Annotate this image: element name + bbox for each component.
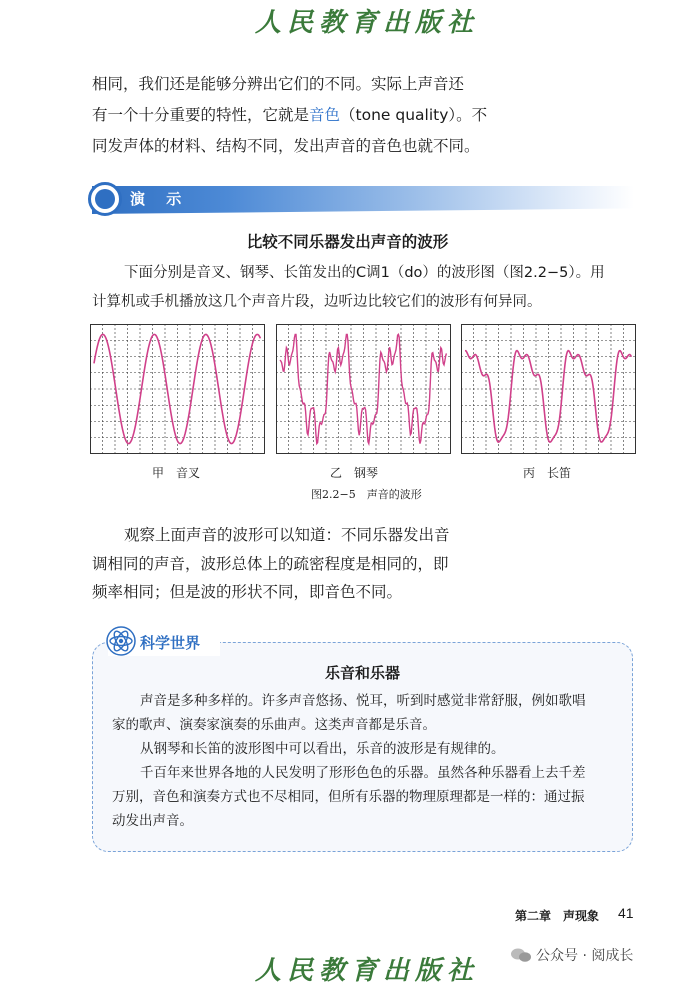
figure-caption: 图2.2−5 声音的波形: [311, 488, 422, 501]
page-number: 41: [618, 905, 634, 921]
intro-line-1: 相同，我们还是能够分辨出它们的不同。实际上声音还: [92, 75, 465, 93]
atom-icon: [106, 626, 136, 656]
demo-line-2: 计算机或手机播放这几个声音片段，边听边比较它们的波形有何异同。: [92, 294, 542, 310]
waveform-panel-tuning-fork: [90, 324, 265, 454]
intro-line-2-pre: 有一个十分重要的特性，它就是: [92, 106, 310, 124]
science-p2-line-1: 从钢琴和长笛的波形图中可以看出，乐音的波形是有规律的。: [140, 741, 505, 757]
science-title: 乐音和乐器: [324, 664, 400, 682]
publisher-header: 人民教育出版社: [255, 8, 480, 38]
intro-line-2-post: （tone quality）。不: [340, 106, 488, 124]
observe-line-3: 频率相同；但是波的形状不同，即音色不同。: [92, 583, 403, 601]
demo-label: 演 示: [130, 190, 190, 208]
observe-line-1: 观察上面声音的波形可以知道：不同乐器发出音: [124, 526, 450, 544]
observe-line-2: 调相同的声音，波形总体上的疏密程度是相同的，即: [92, 555, 449, 573]
panel-label-piano: 乙 钢琴: [330, 466, 379, 480]
panel-label-tuning-fork: 甲 音叉: [152, 466, 201, 480]
science-p1-line-1: 声音是多种多样的。许多声音悠扬、悦耳，听到时感觉非常舒服，例如歌唱: [140, 693, 586, 709]
speech-bubble-icon: [88, 182, 122, 216]
science-world-label: 科学世界: [140, 634, 201, 652]
waveform-panel-piano: [276, 324, 451, 454]
science-p1-line-2: 家的歌声、演奏家演奏的乐曲声。这类声音都是乐音。: [112, 717, 436, 733]
footer-chapter: 第二章 声现象: [515, 909, 600, 923]
panel-label-flute: 丙 长笛: [523, 466, 572, 480]
watermark-text: 公众号 · 阅成长: [536, 948, 634, 964]
waveform-panel-flute: [461, 324, 636, 454]
term-timbre: 音色: [309, 106, 341, 124]
science-p3-line-3: 动发出声音。: [112, 813, 193, 829]
science-p3-line-1: 千百年来世界各地的人民发明了形形色色的乐器。虽然各种乐器看上去千差: [140, 765, 586, 781]
science-p3-line-2: 万别，音色和演奏方式也不尽相同，但所有乐器的物理原理都是一样的：通过振: [112, 789, 585, 805]
intro-line-2: [92, 100, 487, 131]
intro-line-3: 同发声体的材料、结构不同，发出声音的音色也就不同。: [92, 137, 480, 155]
wechat-icon: [510, 947, 532, 963]
demo-title: 比较不同乐器发出声音的波形: [246, 233, 449, 251]
publisher-footer: 人民教育出版社: [255, 956, 480, 986]
demo-line-1: 下面分别是音叉、钢琴、长笛发出的C调1（do）的波形图（图2.2−5）。用: [124, 265, 605, 281]
